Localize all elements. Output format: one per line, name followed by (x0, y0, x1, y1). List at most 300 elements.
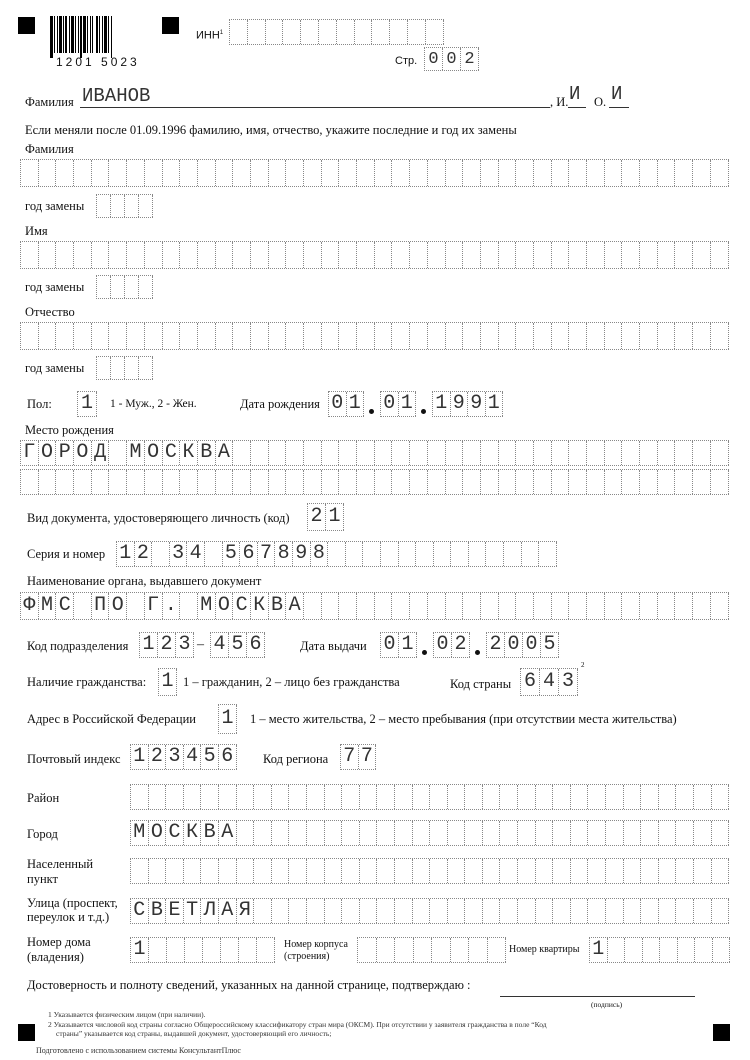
field-cell (659, 899, 677, 923)
country-code-label: Код страны (450, 677, 512, 691)
field-cell (587, 160, 605, 186)
prev-patronymic-year-field[interactable] (96, 356, 153, 380)
field-cell: 1 (219, 705, 237, 733)
field-cell (254, 859, 272, 883)
birth-month-field[interactable] (380, 391, 416, 417)
field-cell: Я (237, 899, 255, 923)
field-cell (304, 593, 322, 619)
sex-field[interactable] (77, 391, 97, 417)
surname-line[interactable] (80, 107, 550, 108)
field-cell (198, 160, 216, 186)
building-number-field[interactable] (357, 937, 506, 963)
field-cell (392, 323, 410, 349)
field-cell (339, 242, 357, 268)
country-code-field[interactable] (520, 668, 578, 696)
field-cell (357, 160, 375, 186)
field-cell (339, 593, 357, 619)
field-cell (272, 859, 290, 883)
field-cell (624, 785, 642, 809)
field-cell: К (251, 593, 269, 619)
field-cell: 9 (468, 392, 486, 416)
field-cell (587, 470, 605, 494)
field-cell (518, 821, 536, 845)
field-cell: С (163, 441, 181, 465)
region-code-label: Код региона (263, 752, 329, 766)
field-cell (410, 441, 428, 465)
field-cell (322, 441, 340, 465)
field-cell (74, 470, 92, 494)
initial-i-line[interactable] (568, 107, 586, 108)
field-cell: 1 (131, 938, 149, 962)
field-cell: 7 (359, 745, 377, 769)
field-cell (483, 859, 501, 883)
field-cell (410, 323, 428, 349)
field-cell (606, 785, 624, 809)
field-cell (486, 542, 504, 566)
field-cell (233, 470, 251, 494)
region-code-field[interactable] (340, 744, 376, 770)
field-cell (643, 938, 661, 962)
field-cell (446, 242, 464, 268)
field-cell (357, 323, 375, 349)
barcode (50, 16, 113, 53)
field-cell (139, 195, 153, 217)
field-cell (269, 470, 287, 494)
field-cell (97, 357, 111, 379)
field-cell (569, 441, 587, 465)
field-cell (693, 160, 711, 186)
city-field[interactable] (130, 820, 729, 846)
field-cell (286, 242, 304, 268)
field-cell (221, 938, 239, 962)
field-cell: 0 (523, 633, 541, 657)
field-cell: 2 (149, 745, 167, 769)
field-cell: М (131, 821, 149, 845)
field-cell (56, 323, 74, 349)
field-cell: 1 (590, 938, 608, 962)
field-cell (588, 821, 606, 845)
field-cell (149, 785, 167, 809)
field-cell (552, 470, 570, 494)
field-cell (622, 242, 640, 268)
issue-year-field[interactable] (486, 632, 559, 658)
field-cell (198, 242, 216, 268)
field-cell (481, 470, 499, 494)
field-cell (448, 859, 466, 883)
postcode-label: Почтовый индекс (27, 752, 121, 766)
field-cell (375, 323, 393, 349)
name-change-intro: Если меняли после 01.09.1996 фамилию, имя, отчество, укажите последние и год их замены (25, 123, 517, 137)
field-cell (283, 20, 301, 44)
field-cell: В (149, 899, 167, 923)
series-label: Серия и номер (27, 547, 106, 561)
field-cell (111, 357, 125, 379)
field-cell (534, 323, 552, 349)
field-cell (481, 441, 499, 465)
field-cell (372, 20, 390, 44)
field-cell (166, 785, 184, 809)
field-cell (694, 899, 712, 923)
field-cell: Р (56, 441, 74, 465)
citizenship-field[interactable] (158, 668, 177, 696)
field-cell (145, 323, 163, 349)
field-cell (660, 938, 678, 962)
field-cell (131, 785, 149, 809)
field-cell (446, 441, 464, 465)
field-cell: 7 (341, 745, 359, 769)
field-cell: С (56, 593, 74, 619)
prev-surname-year-field[interactable] (96, 194, 153, 218)
field-cell (21, 242, 39, 268)
field-cell (377, 899, 395, 923)
field-cell (428, 242, 446, 268)
field-cell (269, 441, 287, 465)
field-cell (163, 242, 181, 268)
field-cell (488, 938, 507, 962)
field-cell (676, 821, 694, 845)
apartment-number-field[interactable] (589, 937, 730, 963)
field-cell (536, 899, 554, 923)
field-cell (219, 859, 237, 883)
prev-name-label: Имя (25, 224, 48, 238)
field-cell (569, 323, 587, 349)
field-cell (416, 542, 434, 566)
field-cell: 0 (443, 48, 461, 70)
field-cell (322, 323, 340, 349)
field-cell (451, 938, 470, 962)
field-cell (125, 195, 139, 217)
issue-date-label: Дата выдачи (300, 639, 367, 653)
field-cell (92, 242, 110, 268)
field-cell: 2 (308, 504, 326, 530)
field-cell (272, 821, 290, 845)
field-cell (289, 821, 307, 845)
field-cell (92, 470, 110, 494)
field-cell (307, 859, 325, 883)
issue-month-field[interactable] (433, 632, 470, 658)
field-cell (395, 938, 414, 962)
field-cell (180, 242, 198, 268)
year-label-patronymic: год замены (25, 361, 85, 375)
field-cell (254, 899, 272, 923)
field-cell (483, 899, 501, 923)
birth-day-field[interactable] (328, 391, 364, 417)
field-cell: 8 (275, 542, 293, 566)
field-cell (339, 441, 357, 465)
field-cell: А (216, 441, 234, 465)
field-cell (163, 160, 181, 186)
field-cell (56, 160, 74, 186)
field-cell (304, 160, 322, 186)
field-cell (56, 242, 74, 268)
inn-label: ИНН$^1$ (196, 29, 224, 42)
prev-surname-field[interactable] (20, 159, 729, 187)
doc-type-field[interactable] (307, 503, 344, 531)
birthplace-line2-field[interactable] (20, 469, 729, 495)
field-cell (328, 542, 346, 566)
field-cell (251, 242, 269, 268)
locality-label-line2: пункт (27, 872, 58, 886)
field-cell (676, 899, 694, 923)
field-cell: 4 (540, 669, 559, 695)
field-cell (360, 859, 378, 883)
field-cell (446, 160, 464, 186)
field-cell (286, 160, 304, 186)
field-cell (426, 20, 444, 44)
field-cell (483, 785, 501, 809)
field-cell: М (39, 593, 57, 619)
field-cell (413, 821, 431, 845)
field-cell (500, 821, 518, 845)
field-cell (676, 785, 694, 809)
field-cell (483, 821, 501, 845)
page-number-field[interactable] (424, 47, 479, 71)
field-cell (127, 323, 145, 349)
field-cell (430, 899, 448, 923)
field-cell (21, 323, 39, 349)
locality-field[interactable] (130, 858, 729, 884)
field-cell (605, 242, 623, 268)
division-part1-field[interactable] (139, 632, 194, 658)
field-cell (518, 899, 536, 923)
field-cell: К (180, 441, 198, 465)
field-cell (640, 242, 658, 268)
field-cell (694, 821, 712, 845)
field-cell (693, 470, 711, 494)
field-cell (446, 323, 464, 349)
field-cell (522, 542, 540, 566)
field-cell: М (127, 441, 145, 465)
field-cell: 7 (258, 542, 276, 566)
field-cell (499, 441, 517, 465)
field-cell (408, 20, 426, 44)
field-cell (145, 470, 163, 494)
initial-o-line[interactable] (609, 107, 629, 108)
field-cell: Е (166, 899, 184, 923)
prev-patronymic-field[interactable] (20, 322, 729, 350)
field-cell (678, 938, 696, 962)
field-cell (375, 242, 393, 268)
field-cell: 0 (329, 392, 347, 416)
prev-surname-label: Фамилия (25, 142, 74, 156)
field-cell (499, 593, 517, 619)
field-cell (693, 242, 711, 268)
initial-i-value: И (569, 83, 581, 105)
field-cell (571, 785, 589, 809)
confirmation-text: Достоверность и полноту сведений, указанных на данной странице, подтверждаю : (27, 978, 471, 992)
field-cell (269, 242, 287, 268)
field-cell (109, 160, 127, 186)
field-cell: 2 (452, 633, 470, 657)
field-cell (248, 20, 266, 44)
field-cell (518, 785, 536, 809)
division-part2-field[interactable] (210, 632, 265, 658)
field-cell (375, 441, 393, 465)
field-cell (534, 593, 552, 619)
page-label: Стр. (395, 55, 418, 67)
field-cell (571, 821, 589, 845)
field-cell: 5 (201, 745, 219, 769)
field-cell (534, 470, 552, 494)
footnote-1: 1 Указывается физическим лицом (при наличии). (48, 1010, 206, 1019)
field-cell (569, 470, 587, 494)
field-cell (163, 470, 181, 494)
field-cell: 2 (158, 633, 176, 657)
field-cell (625, 938, 643, 962)
field-cell (534, 441, 552, 465)
issue-day-field[interactable] (380, 632, 417, 658)
field-cell: К (184, 821, 202, 845)
field-cell (125, 357, 139, 379)
field-cell (448, 821, 466, 845)
district-field[interactable] (130, 784, 729, 810)
field-cell (216, 160, 234, 186)
field-cell: 1 (140, 633, 158, 657)
address-type-hint: 1 – место жительства, 2 – место пребывания (при отсутствии места жительства) (250, 712, 677, 726)
field-cell (640, 323, 658, 349)
field-cell (711, 323, 729, 349)
field-cell (286, 441, 304, 465)
field-cell: 4 (211, 633, 229, 657)
field-cell (658, 593, 676, 619)
birthdate-label: Дата рождения (240, 397, 320, 411)
field-cell (377, 859, 395, 883)
field-cell (552, 593, 570, 619)
field-cell: 6 (240, 542, 258, 566)
signature-line[interactable] (500, 996, 695, 997)
field-cell (251, 323, 269, 349)
field-cell (552, 242, 570, 268)
field-cell (304, 323, 322, 349)
prev-name-year-field[interactable] (96, 275, 153, 299)
field-cell (712, 859, 730, 883)
field-cell (534, 160, 552, 186)
field-cell (304, 441, 322, 465)
field-cell (180, 160, 198, 186)
corner-marker-bottom-right (713, 1024, 730, 1041)
field-cell (360, 899, 378, 923)
initial-i-label: , И. (550, 95, 569, 109)
field-cell (109, 323, 127, 349)
field-cell (357, 441, 375, 465)
birth-year-field[interactable] (432, 391, 503, 417)
prepared-by: Подготовлено с использованием системы КонсультантПлюс (36, 1046, 241, 1055)
initial-o-label: О. (594, 95, 607, 109)
field-cell (516, 160, 534, 186)
field-cell (622, 441, 640, 465)
field-cell (149, 938, 167, 962)
field-cell: 0 (381, 633, 399, 657)
barcode-number: 1201 5023 (56, 55, 140, 69)
field-cell (125, 276, 139, 298)
field-cell: 6 (247, 633, 265, 657)
street-field[interactable] (130, 898, 729, 924)
field-cell: 0 (434, 633, 452, 657)
field-cell (269, 323, 287, 349)
field-cell (605, 470, 623, 494)
inn-field[interactable] (229, 19, 444, 45)
birthplace-line1-field[interactable] (20, 440, 729, 466)
footnote-2-cont: страны” указывается код страны, выдавшей документ, удостоверяющий его личность; (56, 1029, 332, 1038)
issuer-label: Наименование органа, выдавшего документ (27, 574, 262, 588)
street-label-line1: Улица (проспект, (27, 896, 118, 910)
field-cell (481, 242, 499, 268)
field-cell: О (149, 821, 167, 845)
field-cell (553, 821, 571, 845)
field-cell (377, 785, 395, 809)
field-cell (272, 785, 290, 809)
field-cell (357, 593, 375, 619)
field-cell (307, 821, 325, 845)
prev-name-field[interactable] (20, 241, 729, 269)
district-label: Район (27, 791, 60, 805)
date-separator (475, 650, 480, 655)
field-cell (392, 470, 410, 494)
field-cell (111, 195, 125, 217)
footnote-2: 2 Указывается числовой код страны согласно Общероссийскому классификатору стран мира (ОКСМ). При отсутствии у заявителя гражданства в поле “Код (48, 1020, 547, 1029)
issuer-field[interactable] (20, 592, 729, 620)
building-label-line1: Номер корпуса (284, 939, 348, 950)
prev-patronymic-label: Отчество (25, 305, 75, 319)
field-cell (56, 470, 74, 494)
field-cell: 1 (78, 392, 97, 416)
field-cell (463, 242, 481, 268)
field-cell: 3 (176, 633, 194, 657)
address-type-field[interactable] (218, 704, 237, 734)
field-cell (74, 242, 92, 268)
field-cell (322, 160, 340, 186)
field-cell (230, 20, 248, 44)
postcode-field[interactable] (130, 744, 237, 770)
field-cell: П (92, 593, 110, 619)
field-cell (446, 470, 464, 494)
series-number-field[interactable] (116, 541, 557, 567)
field-cell (357, 470, 375, 494)
field-cell (606, 899, 624, 923)
barcode-bar (112, 16, 113, 53)
field-cell (325, 859, 343, 883)
field-cell (553, 859, 571, 883)
field-cell (413, 859, 431, 883)
field-cell (180, 593, 198, 619)
field-cell (342, 899, 360, 923)
field-cell (641, 785, 659, 809)
field-cell (606, 821, 624, 845)
field-cell: О (39, 441, 57, 465)
field-cell (375, 160, 393, 186)
date-separator (422, 650, 427, 655)
field-cell (127, 160, 145, 186)
field-cell (571, 859, 589, 883)
field-cell (109, 242, 127, 268)
field-cell (304, 470, 322, 494)
field-cell (516, 593, 534, 619)
field-cell: О (145, 441, 163, 465)
field-cell (289, 859, 307, 883)
field-cell (499, 470, 517, 494)
field-cell (254, 785, 272, 809)
field-cell (390, 20, 408, 44)
field-cell (569, 242, 587, 268)
field-cell (322, 242, 340, 268)
field-cell (428, 441, 446, 465)
field-cell (430, 785, 448, 809)
field-cell (360, 821, 378, 845)
country-footnote-ref: 2 (581, 661, 585, 669)
field-cell: 6 (219, 745, 237, 769)
field-cell (322, 470, 340, 494)
house-number-field[interactable] (130, 937, 275, 963)
